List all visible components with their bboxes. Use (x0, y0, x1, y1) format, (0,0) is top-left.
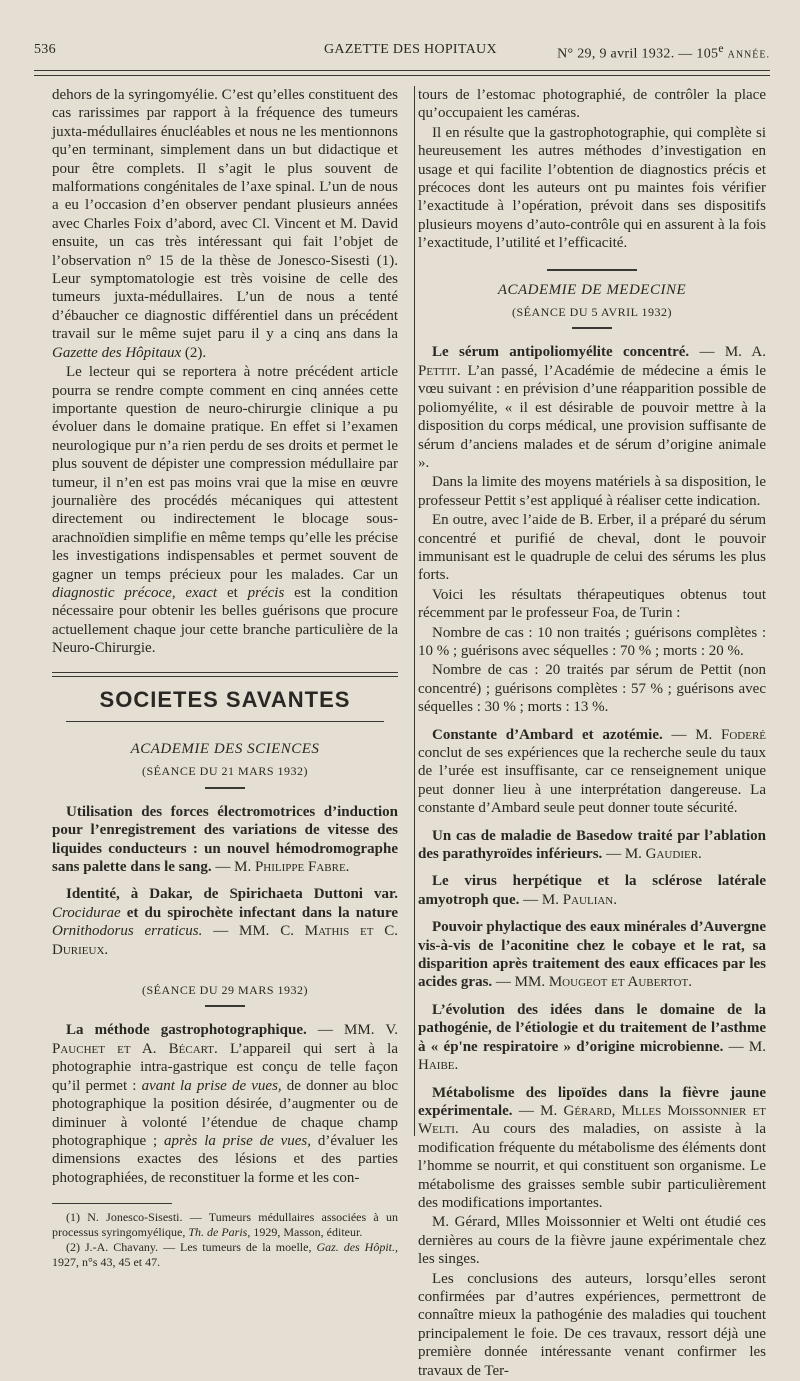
spacer (52, 877, 398, 885)
communication-title: Un cas de maladie de Basedow traité par l’ablation des parathyroïdes inférieurs. (418, 827, 766, 863)
paragraph (52, 86, 398, 362)
short-rule (205, 1005, 245, 1007)
paragraph: En outre, avec l’aide de B. Erber, il a préparé du sérum concentré et purifié de cheval, dont le pouvoir immunisant est le quadruple de celui des sérums les plus forts. (418, 512, 766, 584)
seance-date: (SÉANCE DU 21 MARS 1932) (141, 764, 308, 779)
journal-title: GAZETTE DES HOPITAUX (324, 42, 497, 57)
communication-author: — M. A. Pettit. (418, 344, 766, 379)
paragraph: Les conclusions des auteurs, lorsqu’elles seront confirmées par d’autres expériences, permettront de connaître mieux la pathogénie des maladies qui touchent principalement le foie. De ces travaux, ressort déjà une première donnée intéressante venant confirmer les travaux de Ter- (418, 1270, 766, 1379)
communication-title: Le sérum antipoliomyélite concentré. (432, 344, 690, 361)
issue-sup: e (718, 42, 724, 55)
communication (418, 827, 766, 864)
communication (52, 885, 398, 959)
paragraph: Voici les résultats thérapeutiques obtenus tout récemment par le professeur Foa, de Turin : (418, 586, 766, 622)
spacer (418, 864, 766, 872)
text: de donner au bloc photographique la position désirée, d’augmenter ou de diminuer à volonté l’étendue de chaque champ photographique ; (52, 1077, 398, 1149)
text: et (226, 584, 238, 601)
communication-title: Utilisation des forces électromotrices d’induction pour l’enregistrement des variations de vitesse des liquides conducteurs : un nouvel hémodromographe sans palette dans le sang. (52, 803, 398, 876)
communication (52, 803, 398, 877)
paragraph: Dans la limite des moyens matériels à sa disposition, le professeur Pettit s’est appliqué à réaliser cette indication. (418, 474, 766, 509)
communication-title: La méthode gastrophotographique. (66, 1022, 307, 1039)
spacer (418, 993, 766, 1001)
column-rule (414, 86, 415, 1136)
communication (418, 726, 766, 818)
emphasis: précis (247, 584, 285, 601)
footnote-rule (52, 1203, 172, 1204)
paragraph: Nombre de cas : 10 non traités ; guérisons complètes : 10 % ; guérisons avec séquelles : 70 % ; morts : 20 %. (418, 624, 766, 659)
text: var. (373, 886, 398, 903)
text: (2) J.-A. Chavany. — Les tumeurs de la moelle, (66, 1240, 312, 1255)
spacer (418, 1076, 766, 1084)
communication-author: — M. Gérard, Mlles Moissonnier et Welti. (418, 1102, 767, 1138)
emphasis: après la prise de vues, (164, 1132, 311, 1149)
short-rule (205, 787, 245, 789)
issue-info (557, 42, 770, 63)
text: L’appareil qui sert à la photographie intra-gastrique est conçu de telle façon qu’il permet : (52, 1040, 398, 1094)
academy-heading: ACADEMIE DES SCIENCES (130, 741, 320, 757)
paragraph: M. Gérard, Mlles Moissonnier et Welti ont étudié ces dernières au cours de la fièvre jaune expérimentale chez les singes. (418, 1214, 766, 1268)
spacer (418, 819, 766, 827)
paragraph: Nombre de cas : 20 traités par sérum de Pettit (non concentré) ; guérisons complètes : 57 % ; guérisons avec séquelles : 30 % ; morts : 13 %. (418, 662, 766, 716)
text: L’an passé, l’Académie de médecine a émis le vœu suivant : en prévision d’une réapparition possible de poliomyélite, « il est désirable de pouvoir mettre à la disposition du corps médical, une provision suffisante de sérum d’anciens malades et de sérum d’origine animale ». (418, 362, 767, 471)
emphasis: diagnostic précoce, exact (52, 584, 218, 601)
communication-title: Le virus herpétique et la sclérose latérale amyotroph que. (418, 873, 766, 908)
communication (418, 918, 766, 992)
text: (1) N. Jonesco-Sisesti. — Tumeurs médullaires associées à un processus syringomyélique, (52, 1210, 398, 1239)
text: est la condition nécessaire pour obtenir les belles guérisons que procure actuellement chaque jour cette branche particulière de la Neuro-Chirurgie. (52, 584, 399, 657)
section-title: SOCIETES SAVANTES (99, 686, 351, 712)
spacer (418, 910, 766, 918)
seance-date: (SÉANCE DU 29 MARS 1932) (141, 983, 308, 998)
short-rule (547, 269, 637, 271)
running-header (34, 40, 770, 62)
paragraph: Il en résulte que la gastrophotographie, qui complète si heureusement les autres méthodes d’investigation en usage et qui facilite l’obtention de diagnostics précis et précoces dont les auteurs ont pu maintes fois vérifier l’exactitude à l’opération, prévoit dans ses dispositifs plusieurs moyens d’auto-contrôle qui en assurent à la fois l’exactitude, l’utilité et l’efficacité. (418, 124, 766, 252)
communication (418, 1084, 766, 1213)
text: Le lecteur qui se reportera à notre précédent article pourra se rendre compte comment en cinq années cette importante question de neuro-chirurgie clinique a pu évoluer dans le domaine pratique. En effet si l’examen neurologique pur n’a rien perdu de ses droits et permet le plus souvent de dépister une compression médullaire par tumeur, il n’en est pas moins vrai que la mise en œuvre journalière des procédés mécaniques qui attestent directement ou indirectement le blocage sous-arachnoïdien simplifie en même temps qu’elle les précise les investigations indispensables et permet souvent de gagner un temps précieux pour les malades. Car un (52, 364, 398, 583)
emphasis: Crocidurae (52, 904, 121, 921)
communication-author: — MM. Mougeot et Aubertot. (495, 974, 692, 991)
left-column (52, 86, 398, 1270)
communication-title: Pouvoir phylactique des eaux minérales d’Auvergne vis-à-vis de l’aconitine chez le cobaye et le rat, sa disparition après traitement des eaux efficaces par les acides gras. (418, 919, 766, 991)
communication-author: — M. Foderé (671, 726, 767, 743)
communication-author: — M. Gaudier. (606, 846, 702, 863)
communication-author: — M. Haibe. (418, 1038, 766, 1074)
right-column (418, 86, 766, 1381)
emphasis: Th. de Paris, (188, 1224, 251, 1239)
text: (2). (184, 344, 207, 361)
header-rule (34, 70, 770, 76)
emphasis: Gaz. des Hôpit., (316, 1240, 399, 1255)
communication-title: L’évolution des idées dans le domaine de la pathogénie, de l’étiologie et du traitement de l’asthme à « ép'ne respiratoire » d’origine microbienne. (418, 1001, 766, 1055)
communication-title: Constante d’Ambard et azotémie. (432, 726, 663, 743)
communication-author: — M. Paulian. (523, 891, 617, 908)
communication (52, 1021, 398, 1187)
academy-heading: ACADEMIE DE MEDECINE (497, 281, 687, 298)
communication-author: — MM. V. Pauchet et A. Bécart. (52, 1022, 398, 1057)
communication-title: Métabolisme des lipoïdes dans la fièvre jaune expérimentale. (418, 1084, 766, 1119)
text: d’évaluer les dimensions exactes des lésions et des parties photographiées, de reconstituer la forme et les con- (52, 1132, 399, 1186)
communication (418, 343, 766, 472)
paragraph (52, 363, 398, 658)
footnote (52, 1210, 398, 1239)
issue-text: N° 29, 9 avril 1932. — 105 (557, 46, 719, 62)
communication-author: — M. Philippe Fabre. (215, 859, 350, 876)
communication-title: Identité, à Dakar, de Spirichaeta Duttoni (66, 886, 363, 903)
text: conclut de ses expériences que la recherche seule du taux de l’urée est insuffisante, car ce renseignement unique peut donner lieu à une interprétation dangereuse. La constante d’Ambard seule peut donner toute sécurité. (418, 745, 766, 817)
communication (418, 872, 766, 909)
footnote (52, 1240, 398, 1269)
text: 1927, n°s 43, 45 et 47. (52, 1254, 161, 1269)
emphasis: avant la prise de vues, (141, 1077, 282, 1094)
issue-suffix: ANNÉE. (727, 49, 770, 61)
spacer (418, 718, 766, 726)
communication (418, 1001, 766, 1075)
divider (66, 721, 384, 722)
page-number: 536 (34, 42, 56, 57)
seance-date: (SÉANCE DU 5 AVRIL 1932) (511, 305, 672, 320)
paragraph: tours de l’estomac photographié, de contrôler la place qu’occupaient les caméras. (418, 87, 766, 122)
communication-title: et du spirochète infectant dans la nature (126, 904, 399, 921)
section-rule (52, 672, 398, 677)
text: dehors de la syringomyélie. C’est qu’elles constituent des cas rarissimes par rapport à la fréquence des tumeurs juxta-médullaires énucléables et nous ne les mentionnons qu’en terminant, simplement dans un but didactique et pour être complets. Il s’agit le plus souvent de malformations congénitales de l’axe spinal. L’un de nous a eu l’occasion d’en observer pendant plusieurs années avec Charles Foix d’abord, avec Cl. Vincent et M. David ensuite, un cas très intéressant qui fait l’objet de l’observation n° 15 de la thèse de Jonesco-Sisesti (1). Leur symptomatologie est très voisine de celle des tumeurs juxta-médullaires. L’un de nous a tenté d’ébaucher ce diagnostic différentiel dans un précédent travail sur le même sujet paru il y a cinq ans dans la (52, 87, 398, 343)
emphasis: Ornithodorus erraticus. (52, 923, 203, 940)
text: 1929, Masson, éditeur. (253, 1224, 363, 1239)
short-rule (572, 327, 612, 329)
text: Au cours des maladies, on assiste à la modification fréquente du métabolisme des éléments dont l’homme se nourrit, et qui constituent son organisme. Le métabolisme des graisses semble subir particulièrement des modifications importantes. (418, 1121, 766, 1211)
journal-name: Gazette des Hôpitaux (52, 344, 182, 361)
communication-author: — MM. C. Mathis et C. Durieux. (52, 923, 399, 958)
